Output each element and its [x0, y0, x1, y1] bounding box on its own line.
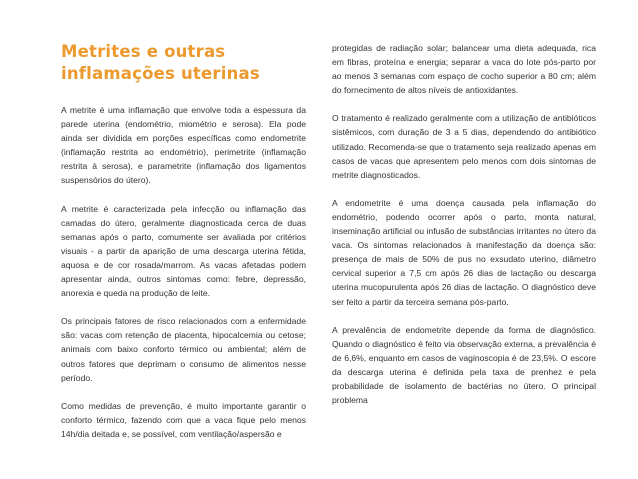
paragraph: A endometrite é uma doença causada pela inflamação do endométrio, podendo ocorrer após o parto, monta natural, inseminação artificial ou infusão de substâncias irritantes no útero da vaca. Os sintomas relacionados à manifestação da doença são: presença de mais de 50% de pus no exsudato uterino, diâmetro cervical superior a 7,5 cm após 26 dias de lactação ou descarga uterina mucopurulenta após 26 dias de lactação. O diagnóstico deve ser feito a partir da terceira semana pós-parto. — [332, 197, 596, 307]
paragraph: A prevalência de endometrite depende da forma de diagnóstico. Quando o diagnóstico é feito via observação externa, a prevalência é de 6,6%, enquanto em casos de vaginoscopia é de 23,5%. O escore da descarga uterina é definida pela taxa de prenhez e pela probabilidade de isolamento de bactérias no útero. O principal problema — [332, 324, 596, 406]
right-column — [332, 41, 596, 407]
left-column — [61, 103, 306, 441]
paragraph: O tratamento é realizado geralmente com a utilização de antibióticos sistêmicos, com duração de 3 a 5 dias, dependendo do antibiótico utilizado. Recomenda-se que o tratamento seja realizado apenas em casos de vacas que apresentem pelo menos com dois sintomas de metrite diagnosticados. — [332, 113, 596, 180]
paragraph: Como medidas de prevenção, é muito importante garantir o conforto térmico, fazendo com que a vaca fique pelo menos 14h/dia deitada e, se possível, com ventilação/aspersão e — [61, 400, 306, 439]
paragraph: Os principais fatores de risco relacionados com a enfermidade são: vacas com retenção de placenta, hipocalcemia ou cetose; animais com baixo conforto térmico ou ambiental; além de outros fatores que deprimam o consumo de alimentos nesse período. — [61, 316, 306, 383]
paragraph: protegidas de radiação solar; balancear uma dieta adequada, rica em fibras, proteína e energia; separar a vaca do lote pós-parto por ao menos 3 semanas com espaço de cocho superior a 80 cm; além do fornecimento de altos níveis de antioxidantes. — [332, 43, 596, 96]
document-title: Metrites e outras inflamações uterinas — [61, 42, 260, 83]
paragraph: A metrite é uma inflamação que envolve toda a espessura da parede uterina (endométrio, miométrio e serosa). Ela pode ainda ser dividida em porções específicas como endometrite (inflamação restrita ao endométrio), perimetrite (inflamação restrita à serosa), e parametrite (inflamação dos ligamentos suspensórios do útero). — [61, 105, 306, 186]
paragraph: A metrite é caracterizada pela infecção ou inflamação das camadas do útero, geralmente diagnosticada cerca de duas semanas após o parto, comumente ser avaliada por critérios visuais - a partir da aparição de uma descarga uterina fétida, aquosa e de cor rosada/marrom. As vacas afetadas podem apresentar ainda, outros sintomas como: febre, depressão, anorexia e queda na produção de leite. — [61, 203, 306, 299]
